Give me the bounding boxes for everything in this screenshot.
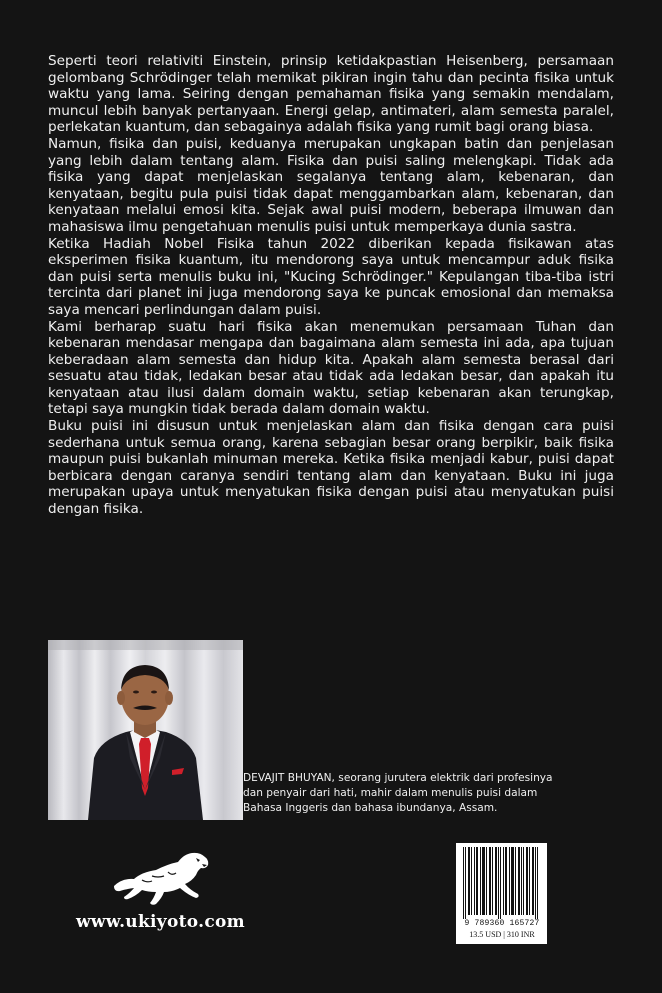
blurb-paragraph-5: Buku puisi ini disusun untuk menjelaskan alam dan fisika dengan cara puisi sederhana untuk semua orang, karena sebagian besar orang berpikir, baik fisika maupun puisi bukanlah minuman mereka. Ketika fisika menjadi kabur, puisi dapat berbicara dengan caranya sendiri tentang alam dan kenyataan. Buku ini juga merupakan upaya untuk menyatukan fisika dengan puisi atau menyatukan puisi dengan fisika.	[48, 418, 614, 518]
publisher-website[interactable]: www.ukiyoto.com	[76, 912, 245, 932]
author-bio-text: DEVAJIT BHUYAN, seorang jurutera elektrik dari profesinya dan penyair dari hati, mahir dalam menulis puisi dalam Bahasa Inggeris dan bahasa ibundanya, Assam.	[243, 772, 553, 814]
back-cover-blurb	[48, 53, 614, 518]
blurb-paragraph-2: Namun, fisika dan puisi, keduanya merupakan ungkapan batin dan penjelasan yang lebih dalam tentang alam. Fisika dan puisi saling melengkapi. Tidak ada fisika yang dapat menjelaskan segalanya tentang alam, kebenaran, dan kenyataan, begitu pula puisi tidak dapat menggambarkan alam, kebenaran, dan kenyataan melalui emosi kita. Sejak awal puisi modern, beberapa ilmuwan dan mahasiswa ilmu pengetahuan menulis puisi untuk memperkaya dunia sastra.	[48, 135, 614, 235]
author-bio	[243, 771, 573, 816]
leaping-tiger-logo-icon	[112, 848, 212, 908]
price-label: 13.5 USD | 310 INR	[469, 930, 535, 939]
blurb-paragraph-3: Ketika Hadiah Nobel Fisika tahun 2022 diberikan kepada fisikawan atas eksperimen fisika kuantum, itu mendorong saya untuk mencampur aduk fisika dan puisi serta menulis buku ini, "Kucing Schrödinger." Kepulangan tiba-tiba istri tercinta dari planet ini juga mendorong saya ke puncak emosional dan memaksa saya mencari perlindungan dalam puisi.	[48, 235, 614, 318]
blurb-paragraph-4: Kami berharap suatu hari fisika akan menemukan persamaan Tuhan dan kebenaran mendasar mengapa dan bagaimana alam semesta ini ada, apa tujuan keberadaan alam semesta dan hidup kita. Apakah alam semesta berasal dari sesuatu atau tidak, ledakan besar atau tidak ada ledakan besar, dan apakah itu kenyataan atau ilusi dalam domain waktu, setiap kebenaran akan terungkap, tetapi saya mungkin tidak berada dalam domain waktu.	[48, 318, 614, 418]
author-photo	[48, 640, 243, 820]
isbn-barcode	[456, 843, 547, 944]
blurb-paragraph-1: Seperti teori relativiti Einstein, prinsip ketidakpastian Heisenberg, persamaan gelombang Schrödinger telah memikat pikiran ingin tahu dan pecinta fisika untuk waktu yang lama. Seiring dengan pemahaman fisika yang semakin mendalam, muncul lebih banyak pertanyaan. Energi gelap, antimateri, alam semesta paralel, perlekatan kuantum, dan sebagainya adalah fisika yang rumit bagi orang biasa.	[48, 53, 614, 136]
isbn-digits: 9 789360 165727	[464, 919, 540, 928]
barcode-bars	[461, 847, 542, 919]
